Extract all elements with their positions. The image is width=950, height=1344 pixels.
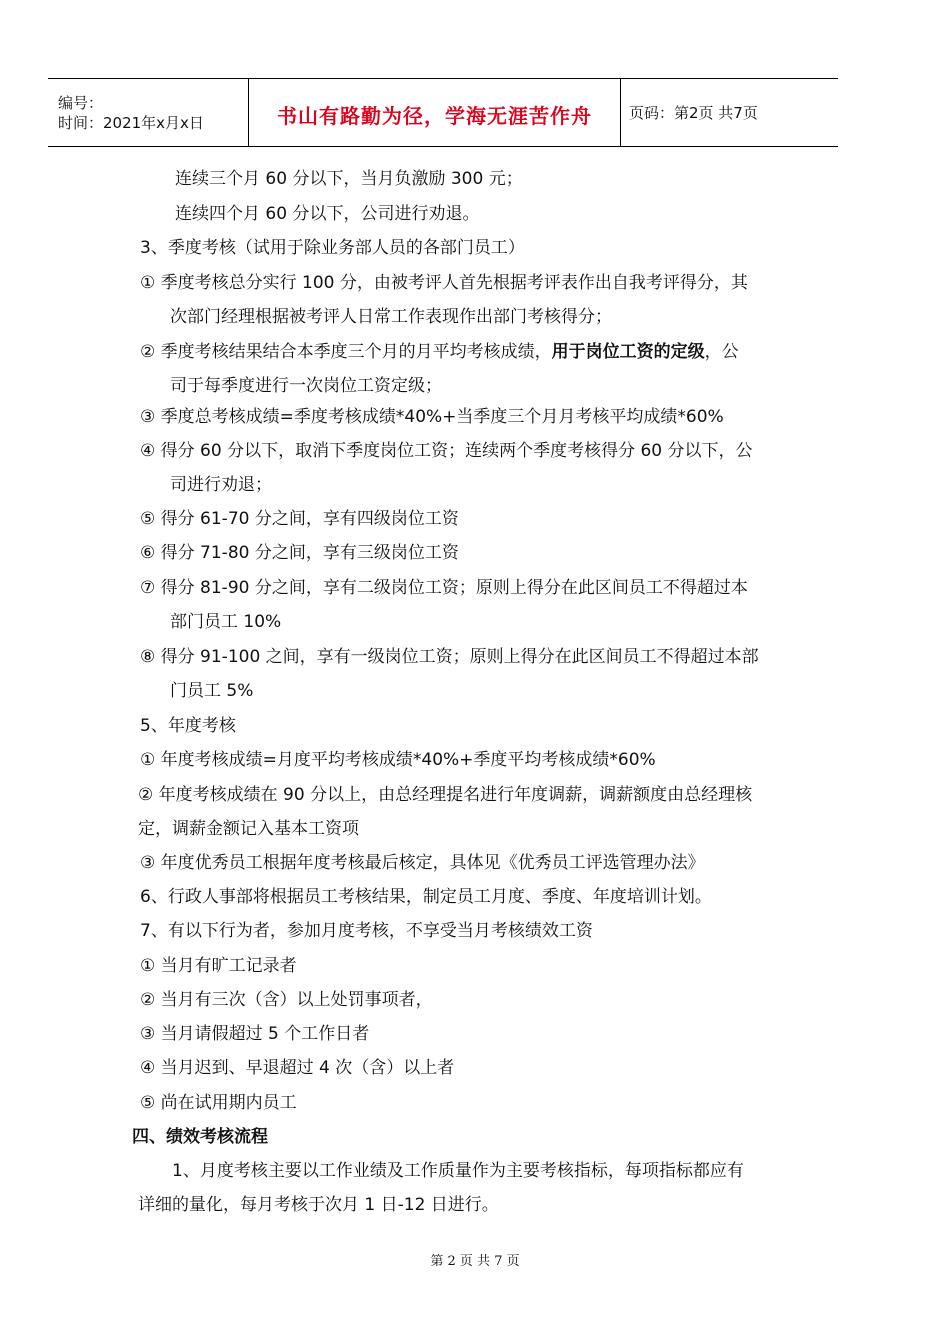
body-line-4: ① 季度考核总分实行 100 分，由被考评人首先根据考评表作出自我考评得分，其 [140,273,748,293]
section-process-heading: 四、绩效考核流程 [132,1127,268,1147]
body-line-14: 部门员工 10% [170,612,282,632]
body-line-8: ③ 季度总考核成绩=季度考核成绩*40%+当季度三个月月考核平均成绩*60% [140,407,724,427]
section-quarterly-heading: 3、季度考核（试用于除业务部人员的各部门员工） [140,238,525,258]
body-line-6-bold: 用于岗位工资的定级 [551,342,705,362]
page-footer: 第 2 页 共 7 页 [430,1254,520,1269]
page-header [48,78,838,147]
header-meta [48,79,248,146]
doc-time-label: 时间：2021年x月x日 [58,113,204,132]
body-line-6-text-a: ② 季度考核结果结合本季度三个月的月平均考核成绩， [140,342,552,362]
doc-number-label: 编号： [58,93,104,112]
body-line-13: ⑦ 得分 81-90 分之间，享有二级岗位工资；原则上得分在此区间员工不得超过本 [140,578,748,598]
body-line-11: ⑤ 得分 61-70 分之间，享有四级岗位工资 [140,509,459,529]
body-line-5: 次部门经理根据被考评人日常工作表现作出部门考核得分； [170,307,612,327]
body-line-28: ⑤ 尚在试用期内员工 [140,1093,297,1113]
body-line-9: ④ 得分 60 分以下，取消下季度岗位工资；连续两个季度考核得分 60 分以下，公 [140,441,753,461]
body-line-1: 连续三个月 60 分以下，当月负激励 300 元； [175,169,523,189]
body-line-6-text-c: ，公 [704,342,739,362]
section-annual-heading: 5、年度考核 [140,716,236,736]
body-line-19: ② 年度考核成绩在 90 分以上，由总经理提名进行年度调薪，调薪额度由总经理核 [138,785,753,805]
header-motto: 书山有路勤为径，学海无涯苦作舟 [277,104,592,128]
body-line-16: 门员工 5% [170,681,254,701]
body-line-31: 详细的量化，每月考核于次月 1 日-12 日进行。 [138,1195,499,1215]
body-line-12: ⑥ 得分 71-80 分之间，享有三级岗位工资 [140,543,459,563]
body-line-22: 6、行政人事部将根据员工考核结果，制定员工月度、季度、年度培训计划。 [140,887,712,907]
body-line-2: 连续四个月 60 分以下，公司进行劝退。 [175,204,480,224]
body-line-23: 7、有以下行为者，参加月度考核，不享受当月考核绩效工资 [140,921,593,941]
body-line-15: ⑧ 得分 91-100 之间，享有一级岗位工资；原则上得分在此区间员工不得超过本部 [140,647,759,667]
body-line-7: 司于每季度进行一次岗位工资定级； [170,376,442,396]
header-page-info: 页码：第2页 共7页 [629,104,758,122]
body-line-30: 1、月度考核主要以工作业绩及工作质量作为主要考核指标，每项指标都应有 [172,1161,744,1181]
header-motto-cell [248,79,621,146]
body-line-25: ② 当月有三次（含）以上处罚事项者， [140,990,433,1010]
body-line-27: ④ 当月迟到、早退超过 4 次（含）以上者 [140,1058,455,1078]
body-line-10: 司进行劝退； [170,475,272,495]
body-line-18: ① 年度考核成绩=月度平均考核成绩*40%+季度平均考核成绩*60% [140,750,656,770]
body-line-21: ③ 年度优秀员工根据年度考核最后核定，具体见《优秀员工评选管理办法》 [140,853,705,873]
body-line-26: ③ 当月请假超过 5 个工作日者 [140,1024,370,1044]
body-line-6 [140,341,739,363]
body-line-20: 定，调薪金额记入基本工资项 [138,819,359,839]
body-line-24: ① 当月有旷工记录者 [140,956,297,976]
